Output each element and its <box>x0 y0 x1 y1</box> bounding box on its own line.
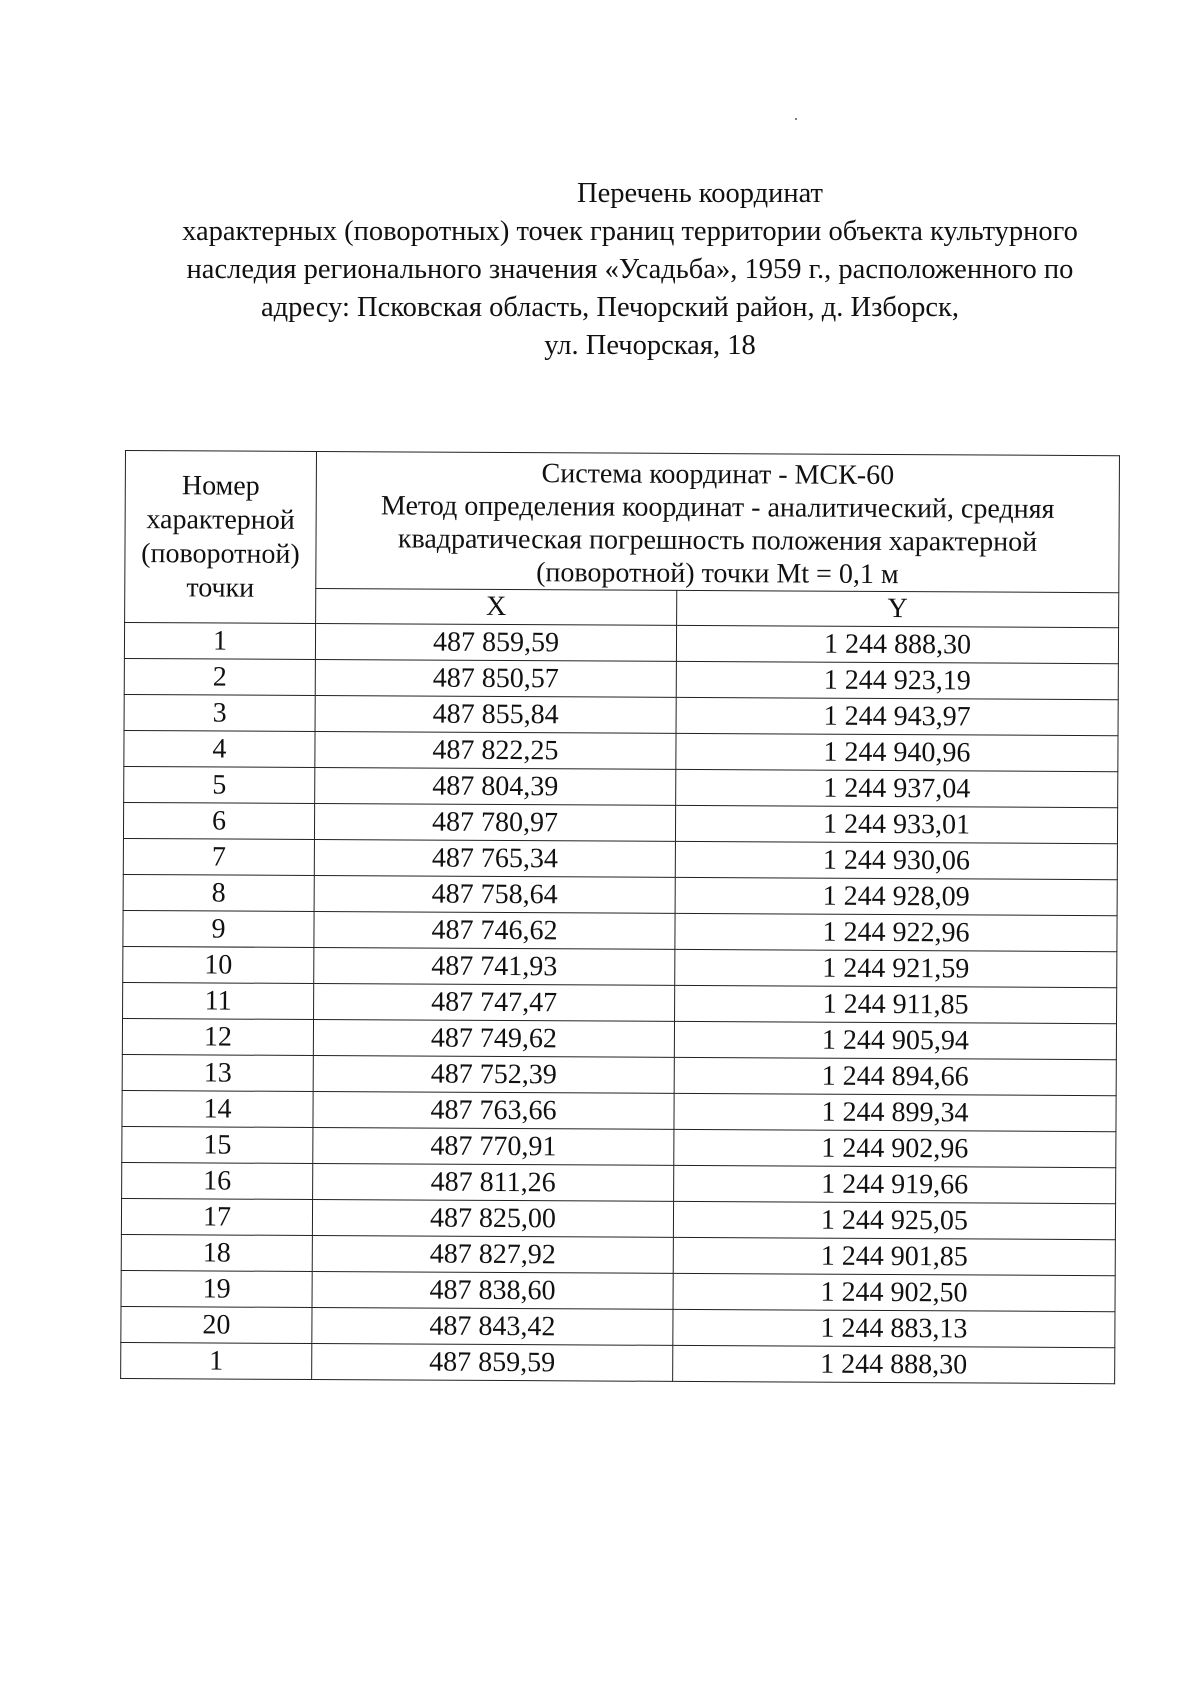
point-number-cell: 7 <box>123 838 314 875</box>
x-coordinate-cell: 487 752,39 <box>313 1055 674 1093</box>
point-number-cell: 18 <box>121 1234 312 1271</box>
title-line: характерных (поворотных) точек границ территории объекта культурного <box>182 216 1078 247</box>
header-y: Y <box>677 590 1119 627</box>
point-number-cell: 16 <box>122 1162 313 1199</box>
header-system-line: (поворотной) точки Mt = 0,1 м <box>536 557 899 591</box>
title-line: наследия регионального значения «Усадьба», 1959 г., расположенного по <box>186 254 1074 285</box>
point-number-cell: 11 <box>123 982 314 1019</box>
y-coordinate-cell: 1 244 925,05 <box>673 1201 1115 1239</box>
table-row <box>121 1342 1115 1383</box>
x-coordinate-cell: 487 825,00 <box>312 1199 673 1237</box>
header-point-line: характерной <box>146 503 295 536</box>
title-line: адресу: Псковская область, Печорский район, д. Изборск, <box>261 292 959 323</box>
y-coordinate-cell: 1 244 899,34 <box>674 1093 1116 1131</box>
y-coordinate-cell: 1 244 922,96 <box>675 913 1117 951</box>
table-row <box>121 1306 1115 1347</box>
point-number-cell: 5 <box>124 766 315 803</box>
y-coordinate-cell: 1 244 902,96 <box>674 1129 1116 1167</box>
table-row <box>123 802 1117 843</box>
table-header-row <box>125 451 1120 593</box>
x-coordinate-cell: 487 859,59 <box>312 1343 673 1381</box>
point-number-cell: 20 <box>121 1306 312 1343</box>
table-row <box>121 1234 1115 1275</box>
header-point-line: (поворотной) <box>141 537 300 570</box>
table-row <box>122 1054 1116 1095</box>
x-coordinate-cell: 487 859,59 <box>315 624 676 662</box>
x-coordinate-cell: 487 850,57 <box>315 659 676 697</box>
point-number-cell: 1 <box>121 1342 312 1379</box>
x-coordinate-cell: 487 811,26 <box>313 1163 674 1201</box>
y-coordinate-cell: 1 244 933,01 <box>675 805 1117 843</box>
table-row <box>121 1198 1115 1239</box>
y-coordinate-cell: 1 244 888,30 <box>676 625 1118 663</box>
header-system-line: квадратическая погрешность положения характерной <box>397 523 1038 558</box>
table-row <box>124 623 1118 664</box>
table-row <box>123 982 1117 1023</box>
point-number-cell: 19 <box>121 1270 312 1307</box>
y-coordinate-cell: 1 244 902,50 <box>673 1273 1115 1311</box>
y-coordinate-cell: 1 244 905,94 <box>674 1021 1116 1059</box>
table-row <box>123 838 1117 879</box>
table-row <box>124 694 1118 735</box>
table-row <box>122 1162 1116 1203</box>
table-row <box>124 766 1118 807</box>
y-coordinate-cell: 1 244 911,85 <box>675 985 1117 1023</box>
title-line: ул. Печорская, 18 <box>544 330 756 361</box>
table-body <box>121 623 1119 1384</box>
table-row <box>123 874 1117 915</box>
y-coordinate-cell: 1 244 937,04 <box>676 769 1118 807</box>
y-coordinate-cell: 1 244 919,66 <box>674 1165 1116 1203</box>
x-coordinate-cell: 487 747,47 <box>314 983 675 1021</box>
header-system-line: Метод определения координат - аналитический, средняя <box>380 490 1055 525</box>
x-coordinate-cell: 487 770,91 <box>313 1127 674 1165</box>
x-coordinate-cell: 487 827,92 <box>312 1235 673 1273</box>
x-coordinate-cell: 487 780,97 <box>314 803 675 841</box>
x-coordinate-cell: 487 765,34 <box>314 839 675 877</box>
y-coordinate-cell: 1 244 883,13 <box>673 1309 1115 1347</box>
x-coordinate-cell: 487 741,93 <box>314 947 675 985</box>
x-coordinate-cell: 487 838,60 <box>312 1271 673 1309</box>
y-coordinate-cell: 1 244 894,66 <box>674 1057 1116 1095</box>
coordinates-table <box>120 450 1120 1384</box>
y-coordinate-cell: 1 244 943,97 <box>676 697 1118 735</box>
table-row <box>124 658 1118 699</box>
x-coordinate-cell: 487 749,62 <box>313 1019 674 1057</box>
point-number-cell: 17 <box>121 1198 312 1235</box>
point-number-cell: 12 <box>122 1018 313 1055</box>
y-coordinate-cell: 1 244 923,19 <box>676 661 1118 699</box>
y-coordinate-cell: 1 244 921,59 <box>675 949 1117 987</box>
point-number-cell: 4 <box>124 730 315 767</box>
table-row <box>124 730 1118 771</box>
x-coordinate-cell: 487 746,62 <box>314 911 675 949</box>
header-point-line: точки <box>186 571 255 604</box>
point-number-cell: 14 <box>122 1090 313 1127</box>
point-number-cell: 9 <box>123 910 314 947</box>
x-coordinate-cell: 487 855,84 <box>315 695 676 733</box>
point-number-cell: 15 <box>122 1126 313 1163</box>
point-number-cell: 2 <box>124 658 315 695</box>
table-row <box>123 946 1117 987</box>
x-coordinate-cell: 487 804,39 <box>315 767 676 805</box>
x-coordinate-cell: 487 758,64 <box>314 875 675 913</box>
header-coordinate-system <box>316 452 1120 593</box>
point-number-cell: 13 <box>122 1054 313 1091</box>
table-row <box>121 1270 1115 1311</box>
y-coordinate-cell: 1 244 928,09 <box>675 877 1117 915</box>
table-row <box>122 1090 1116 1131</box>
x-coordinate-cell: 487 822,25 <box>315 731 676 769</box>
header-point-number <box>125 451 317 624</box>
header-point-line: Номер <box>181 469 260 502</box>
y-coordinate-cell: 1 244 930,06 <box>675 841 1117 879</box>
table-row <box>122 1018 1116 1059</box>
y-coordinate-cell: 1 244 888,30 <box>673 1345 1115 1383</box>
point-number-cell: 8 <box>123 874 314 911</box>
scan-speck <box>795 118 797 120</box>
point-number-cell: 6 <box>123 802 314 839</box>
point-number-cell: 10 <box>123 946 314 983</box>
table-row <box>122 1126 1116 1167</box>
y-coordinate-cell: 1 244 940,96 <box>676 733 1118 771</box>
table-row <box>123 910 1117 951</box>
x-coordinate-cell: 487 843,42 <box>312 1307 673 1345</box>
point-number-cell: 1 <box>124 623 315 660</box>
title-line: Перечень координат <box>577 178 823 209</box>
x-coordinate-cell: 487 763,66 <box>313 1091 674 1129</box>
document-title <box>130 175 1130 365</box>
y-coordinate-cell: 1 244 901,85 <box>673 1237 1115 1275</box>
header-system-line: Система координат - МСК-60 <box>541 458 895 492</box>
point-number-cell: 3 <box>124 694 315 731</box>
header-x: X <box>316 589 677 626</box>
